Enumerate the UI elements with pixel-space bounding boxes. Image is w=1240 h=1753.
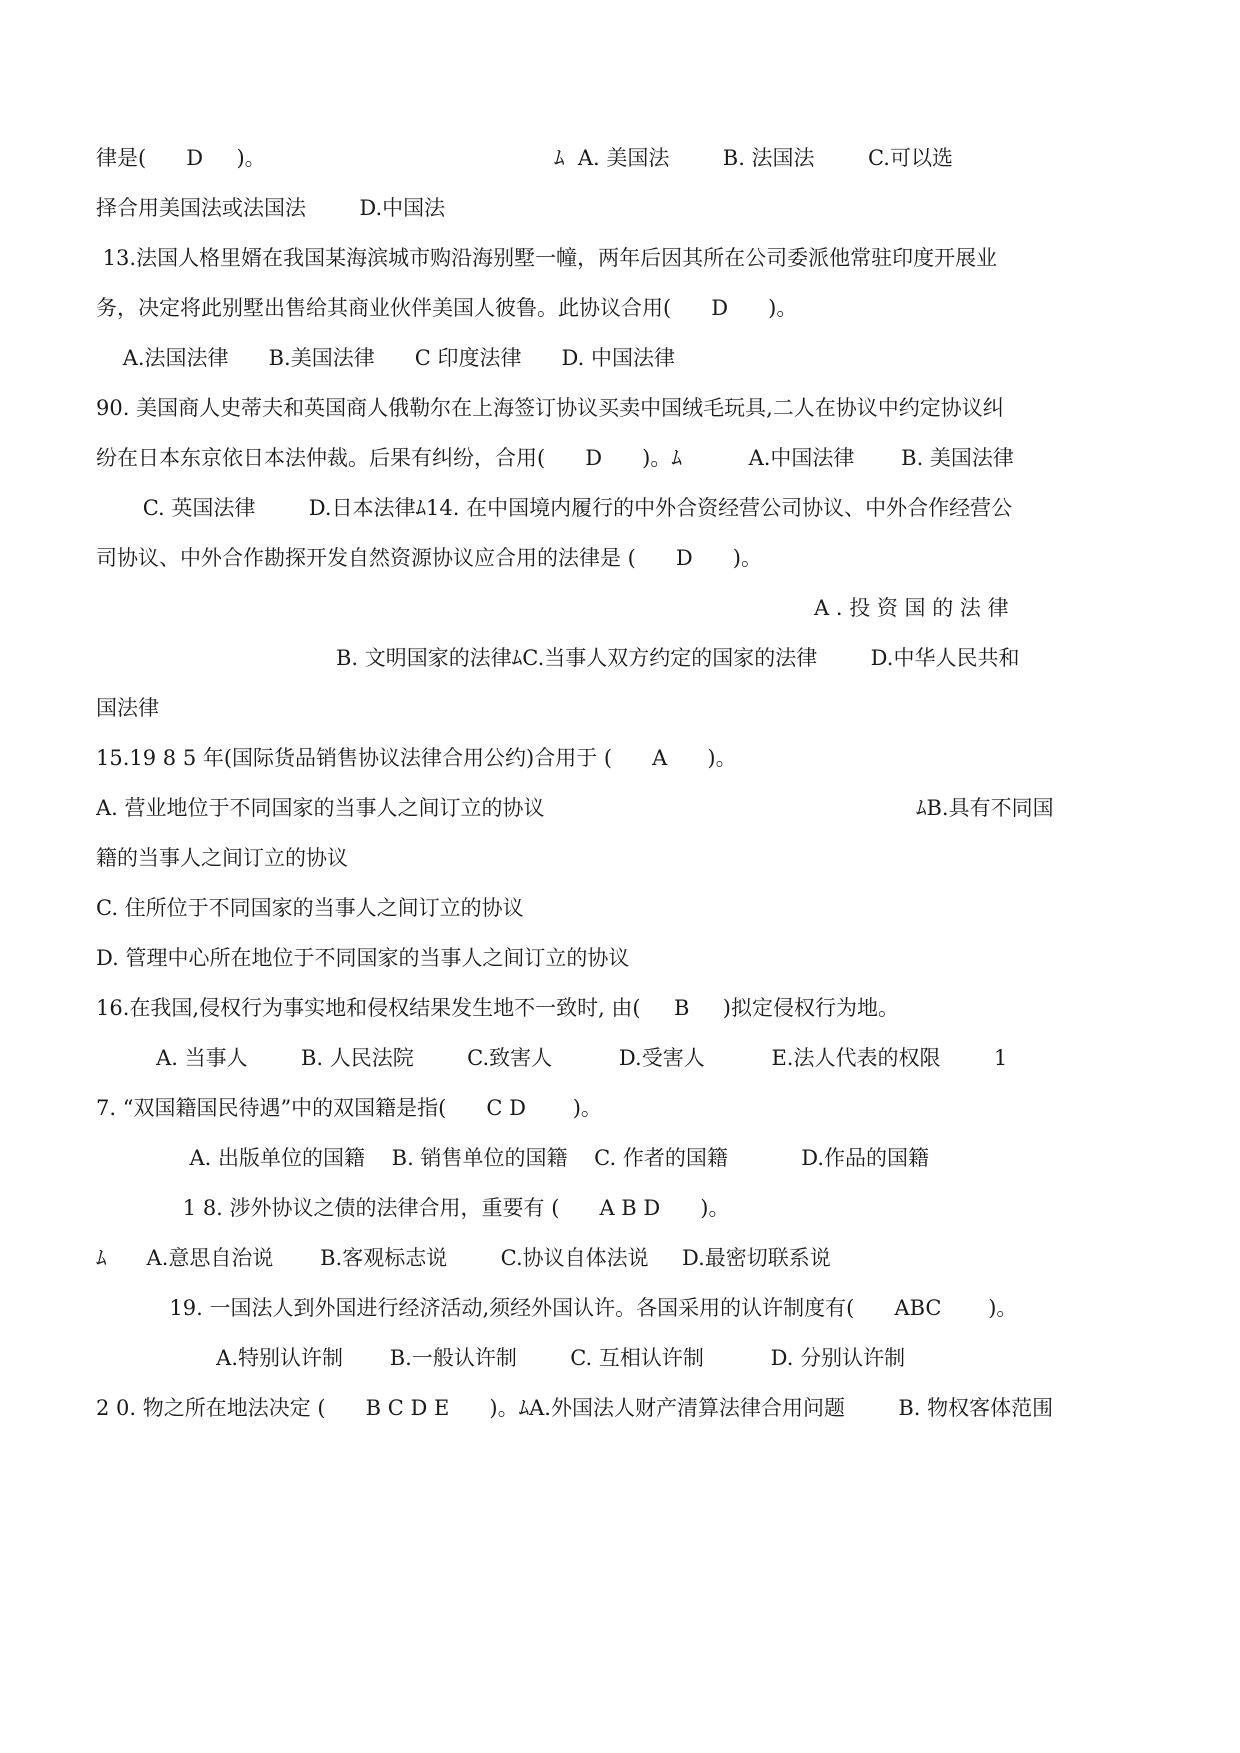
- text-segment: 纷在日本东京依日本法仲裁。后果有纠纷，合用( D )。ﾑ A.中国法律 B. 美国法律: [96, 446, 1014, 470]
- text-segment: 90. 美国商人史蒂夫和英国商人俄勒尔在上海签订协议买卖中国绒毛玩具,二人在协议中约定协议纠: [96, 396, 1004, 420]
- text-segment: D. 管理中心所在地位于不同国家的当事人之间订立的协议: [96, 946, 630, 970]
- text-line: [96, 180, 1056, 236]
- text-segment: 7. “双国籍国民待遇”中的双国籍是指( C D )。: [96, 1096, 602, 1120]
- text-line: [96, 280, 1056, 336]
- text-segment: 2 0. 物之所在地法决定 ( B C D E )。ﾑA.外国法人财产清算法律合用问题 B. 物权客体范围: [96, 1396, 1054, 1420]
- text-line: [96, 1080, 1056, 1136]
- text-line: [96, 130, 1056, 186]
- text-segment: 16.在我国,侵权行为事实地和侵权结果发生地不一致时, 由( B )拟定侵权行为地。: [96, 996, 899, 1020]
- text-segment: 务，决定将此别墅出售给其商业伙伴美国人彼鲁。此协议合用( D )。: [96, 296, 798, 320]
- text-line: [96, 480, 1056, 536]
- text-line: [96, 930, 1056, 986]
- text-line: [96, 1330, 1056, 1386]
- text-line: [96, 1180, 1056, 1236]
- text-segment: B. 文明国家的法律ﾑC.当事人双方约定的国家的法律 D.中华人民共和: [336, 646, 1020, 670]
- text-line: [96, 1230, 1056, 1286]
- text-line: [96, 530, 1056, 586]
- text-line: [96, 380, 1056, 436]
- text-line: [96, 1130, 1056, 1186]
- text-line: [96, 680, 1056, 736]
- text-line: [96, 880, 1056, 936]
- text-segment: A.特别认许制 B.一般认许制 C. 互相认许制 D. 分别认许制: [96, 1346, 906, 1370]
- text-segment: ﾑB.具有不同国: [916, 796, 1054, 820]
- text-segment: A. 营业地位于不同国家的当事人之间订立的协议: [96, 796, 545, 820]
- text-segment: 司协议、中外合作勘探开发自然资源协议应合用的法律是 ( D )。: [96, 546, 762, 570]
- text-line: [96, 1030, 1056, 1086]
- text-line: [96, 730, 1056, 786]
- text-line: [96, 1380, 1056, 1436]
- text-line: [96, 1280, 1056, 1336]
- text-line: [96, 980, 1056, 1036]
- text-segment: 择合用美国法或法国法 D.中国法: [96, 196, 446, 220]
- text-line: [96, 580, 1056, 636]
- text-segment: A. 当事人 B. 人民法院 C.致害人 D.受害人 E.法人代表的权限 1: [96, 1046, 1008, 1070]
- text-line: [96, 430, 1056, 486]
- text-segment: C. 英国法律 D.日本法律ﾑ14. 在中国境内履行的中外合资经营公司协议、中外合作经营公: [96, 496, 1013, 520]
- text-line: [96, 330, 1056, 386]
- text-segment: ﾑ A.意思自治说 B.客观标志说 C.协议自体法说 D.最密切联系说: [96, 1246, 831, 1270]
- text-segment: A.法国法律 B.美国法律 C 印度法律 D. 中国法律: [96, 346, 675, 370]
- text-segment: C. 住所位于不同国家的当事人之间订立的协议: [96, 896, 524, 920]
- text-segment: 国法律: [96, 696, 159, 720]
- text-line: [96, 630, 1056, 686]
- text-line: [96, 830, 1056, 886]
- text-segment: A . 投 资 国 的 法 律: [814, 596, 1009, 620]
- text-line: [96, 780, 1056, 836]
- text-segment: A. 出版单位的国籍 B. 销售单位的国籍 C. 作者的国籍 D.作品的国籍: [96, 1146, 930, 1170]
- text-line: [96, 230, 1056, 286]
- text-segment: 15.19 8 5 年(国际货品销售协议法律合用公约)合用于 ( A )。: [96, 746, 737, 770]
- text-segment: ﾑ A. 美国法 B. 法国法 C.可以选: [554, 146, 953, 170]
- text-segment: 1 8. 涉外协议之债的法律合用，重要有 ( A B D )。: [96, 1196, 730, 1220]
- text-segment: 13.法国人格里婿在我国某海滨城市购沿海别墅一幢，两年后因其所在公司委派他常驻印度开展业: [96, 246, 998, 270]
- text-segment: 籍的当事人之间订立的协议: [96, 846, 348, 870]
- text-segment: 19. 一国法人到外国进行经济活动,须经外国认许。各国采用的认许制度有( ABC )。: [96, 1296, 1018, 1320]
- text-segment: 律是( D )。: [96, 146, 266, 170]
